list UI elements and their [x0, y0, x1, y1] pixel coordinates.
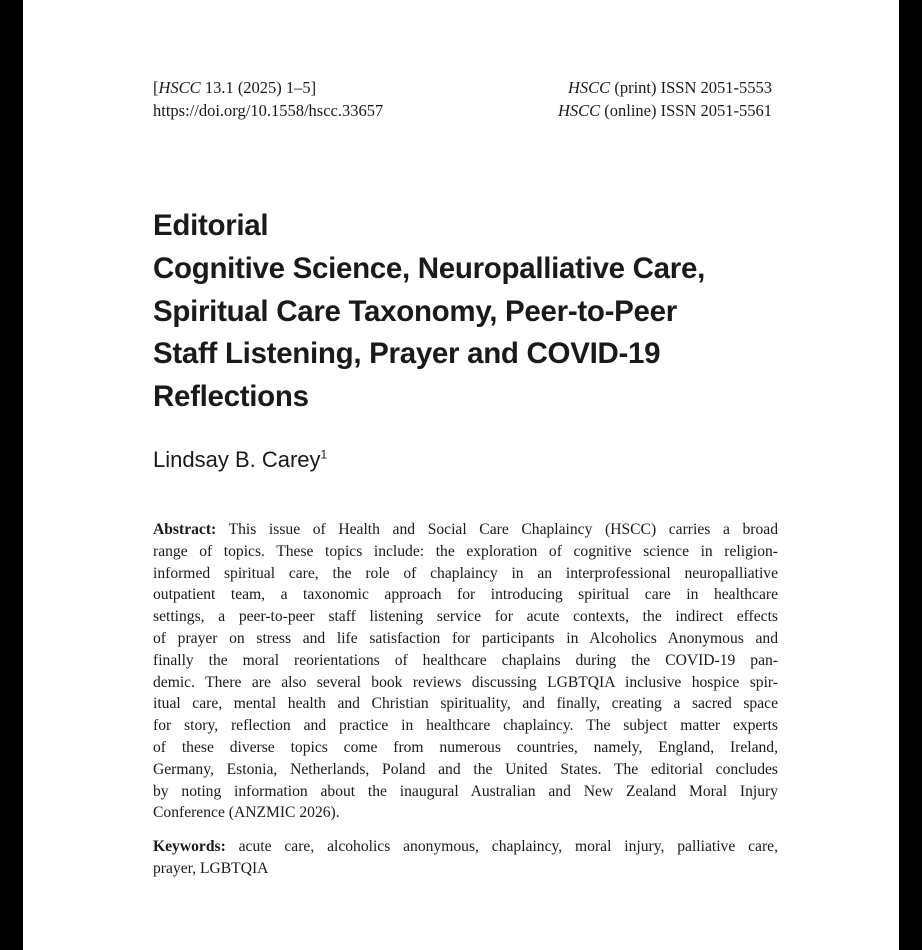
online-issn-journal: HSCC — [557, 101, 601, 120]
citation-line — [153, 76, 383, 99]
abstract-line: settings, a peer-to-peer staff listening service for acute contexts, the indirect effects — [153, 608, 778, 626]
document-page — [23, 0, 899, 950]
abstract-line: Conference (ANZMIC 2026). — [153, 804, 340, 822]
abstract-line: demic. There are also several book reviews discussing LGBTQIA inclusive hospice spir- — [153, 673, 778, 691]
abstract-line: outpatient team, a taxonomic approach for introducing spiritual care in healthcare — [153, 586, 778, 604]
abstract-label: Abstract: — [153, 521, 217, 538]
abstract-line: by noting information about the inaugural Australian and New Zealand Moral Injury — [153, 782, 778, 800]
citation-journal: HSCC — [158, 78, 201, 97]
citation-block — [153, 76, 383, 122]
doi-link[interactable]: https://doi.org/10.1558/hscc.33657 — [153, 101, 384, 120]
abstract-line: itual care, mental health and Christian spirituality, and finally, creating a sacred space — [153, 695, 778, 713]
title-line: Reflections — [153, 380, 309, 414]
author-line — [153, 445, 327, 475]
keywords — [153, 836, 778, 880]
abstract-line: Germany, Estonia, Netherlands, Poland and the United States. The editorial concludes — [153, 760, 778, 778]
print-issn: (print) ISSN 2051-5553 — [610, 78, 772, 97]
citation-bracket: [ — [153, 78, 159, 97]
keywords-line: Keywords: acute care, alcoholics anonymous, chaplaincy, moral injury, palliative care, — [153, 838, 778, 855]
abstract-line: range of topics. These topics include: the exploration of cognitive science in religion- — [153, 542, 778, 560]
author-name: Lindsay B. Carey — [153, 447, 321, 472]
abstract-line: for story, reflection and practice in healthcare chaplaincy. The subject matter experts — [153, 717, 778, 735]
print-issn-line — [558, 76, 772, 99]
article-title — [153, 205, 793, 419]
online-issn-line — [558, 99, 772, 122]
online-issn: (online) ISSN 2051-5561 — [600, 101, 772, 120]
abstract-line: of prayer on stress and life satisfaction for participants in Alcoholics Anonymous and — [153, 629, 778, 647]
citation-issue: 13.1 (2025) 1–5] — [200, 78, 317, 97]
abstract — [153, 519, 778, 824]
title-line: Editorial — [153, 209, 269, 242]
abstract-line: finally the moral reorientations of healthcare chaplains during the COVID-19 pan- — [153, 651, 778, 669]
affiliation-mark[interactable]: 1 — [320, 447, 328, 462]
keywords-line: prayer, LGBTQIA — [153, 859, 269, 877]
title-line: Spiritual Care Taxonomy, Peer-to-Peer — [153, 294, 677, 328]
print-issn-journal: HSCC — [568, 78, 611, 97]
title-line: Staff Listening, Prayer and COVID-19 — [153, 337, 661, 371]
title-line: Cognitive Science, Neuropalliative Care, — [153, 251, 705, 285]
keywords-label: Keywords: — [153, 838, 226, 855]
issn-block — [558, 76, 772, 122]
abstract-line: informed spiritual care, the role of chaplaincy in an interprofessional neuropalliative — [153, 564, 778, 582]
abstract-line: Abstract: This issue of Health and Social Care Chaplaincy (HSCC) carries a broad — [153, 521, 778, 538]
abstract-line: of these diverse topics come from numerous countries, namely, England, Ireland, — [153, 738, 778, 756]
